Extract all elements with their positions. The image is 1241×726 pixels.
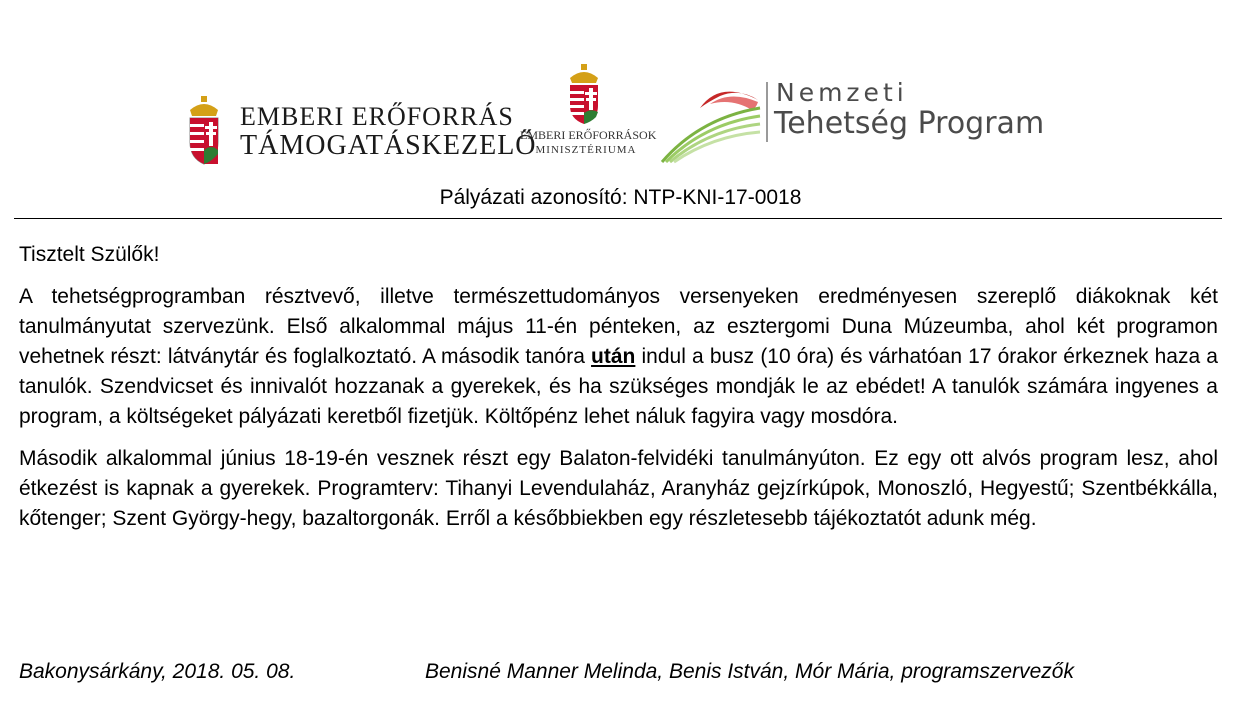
ntp-logo-line1: Nemzeti bbox=[776, 78, 908, 107]
logo-banner bbox=[0, 0, 1241, 180]
header-divider bbox=[14, 218, 1222, 219]
emmi-logo-line2: MINISZTÉRIUMA bbox=[535, 144, 637, 156]
paragraph-second-trip: Második alkalommal június 18-19-én vesznek részt egy Balaton-felvidéki tanulmányúton. Ez egy ott alvós program lesz, ahol étkezést is kapnak a gyerekek. Programterv: Tihanyi Levendulaház, Aranyház gejzírkúpok, Monoszló, Hegyestű; Szentbékkálla, kőtenger; Szent György-hegy, bazaltorgonák. Erről a későbbiekben egy részletesebb tájékoztatót adunk még. bbox=[19, 447, 1218, 530]
eet-logo-line1: EMBERI ERŐFORRÁS bbox=[240, 102, 514, 131]
eet-logo-line2: TÁMOGATÁSKEZELŐ bbox=[240, 130, 537, 161]
ntp-logo-line2: Tehetség Program bbox=[774, 106, 1045, 141]
swoosh-logo-icon bbox=[660, 78, 764, 164]
greeting: Tisztelt Szülők! bbox=[19, 243, 160, 266]
paragraph-first-trip-part2: indul a busz (10 óra) és várhatóan 17 órakor érkeznek haza a tanulók. Szendvicset és innivalót hozzanak a gyerekek, és ha szükséges mondják le az ebédet! A tanulók számára ingyenes a program, a költségeket pályázati keretből fizetjük. Költőpénz lehet náluk fagyira vagy mosdóra. bbox=[19, 345, 1218, 428]
emberi-eroforras-logo bbox=[186, 96, 537, 168]
emmi-logo-line1: EMBERI ERŐFORRÁSOK bbox=[520, 128, 657, 142]
paragraph-first-trip bbox=[19, 282, 1218, 432]
emmi-logo bbox=[516, 64, 656, 164]
hungarian-coat-of-arms-icon bbox=[566, 64, 602, 126]
nemzeti-tehetseg-program-logo bbox=[660, 78, 1060, 164]
emphasis-after: után bbox=[591, 345, 636, 368]
paragraph-first-trip-part1: A tehetségprogramban résztvevő, illetve természettudományos versenyeken eredményesen szereplő diákoknak két tanulmányutat szervezünk. Első alkalommal május 11-én pénteken, az esztergomi Duna Múzeumba, ahol két programon vehetnek részt: látványtár és foglalkoztató. A második tanóra bbox=[19, 285, 1218, 368]
place-date: Bakonysárkány, 2018. 05. 08. bbox=[19, 660, 296, 683]
signatories: Benisné Manner Melinda, Benis István, Mór Mária, programszervezők bbox=[425, 660, 1074, 683]
ntp-divider bbox=[766, 82, 768, 142]
project-id: Pályázati azonosító: NTP-KNI-17-0018 bbox=[439, 186, 802, 209]
hungarian-coat-of-arms-icon bbox=[186, 96, 222, 166]
letter-body bbox=[19, 240, 1218, 546]
